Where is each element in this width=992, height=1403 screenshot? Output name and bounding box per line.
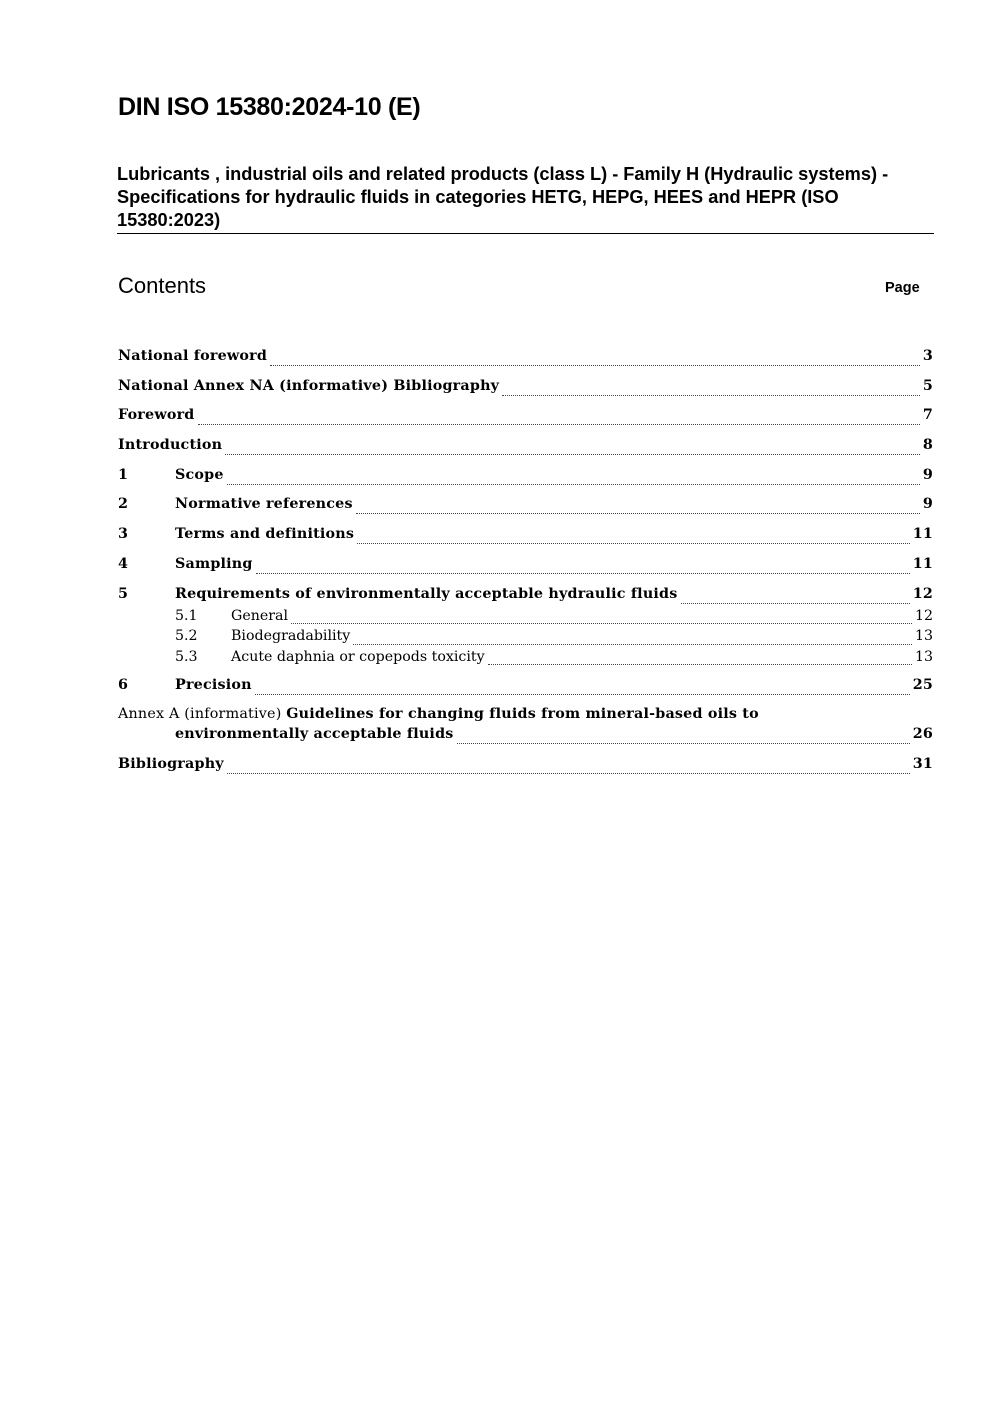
toc-entry-biodegradability[interactable] bbox=[118, 628, 933, 649]
toc-entry-number: 4 bbox=[118, 555, 129, 572]
leader-dots bbox=[227, 483, 920, 485]
leader-dots bbox=[256, 572, 910, 574]
title-rule bbox=[117, 233, 934, 234]
document-title: Lubricants , industrial oils and related products (class L) - Family H (Hydraulic systems) - Specifications for hydraulic fluids in categories HETG, HEPG, HEES and HEPR (ISO 15380:2023) bbox=[117, 164, 889, 230]
table-of-contents bbox=[118, 348, 933, 778]
toc-entry-page: 3 bbox=[922, 348, 933, 364]
toc-entry-page: 13 bbox=[914, 648, 933, 665]
toc-entry-label: Acute daphnia or copepods toxicity bbox=[231, 648, 485, 665]
leader-dots bbox=[681, 602, 910, 604]
toc-entry-number: 5.2 bbox=[175, 628, 198, 644]
toc-entry-number: 6 bbox=[118, 676, 129, 693]
toc-entry-precision[interactable] bbox=[118, 677, 933, 699]
toc-entry-page: 12 bbox=[914, 607, 933, 624]
toc-entry-page: 13 bbox=[914, 628, 933, 644]
leader-dots bbox=[502, 394, 920, 396]
leader-dots bbox=[255, 693, 910, 695]
toc-entry-general[interactable] bbox=[118, 608, 933, 629]
document-id: DIN ISO 15380:2024-10 (E) bbox=[118, 93, 421, 121]
toc-entry-bibliography[interactable] bbox=[118, 756, 933, 778]
toc-entry-label: Introduction bbox=[118, 437, 223, 454]
toc-entry-sampling[interactable] bbox=[118, 556, 933, 578]
toc-entry-page: 5 bbox=[922, 377, 933, 394]
toc-entry-label: Normative references bbox=[175, 496, 353, 513]
toc-entry-label: Sampling bbox=[175, 555, 253, 572]
leader-dots bbox=[353, 643, 912, 645]
page-column-heading: Page bbox=[885, 280, 920, 296]
toc-entry-label: General bbox=[231, 607, 289, 624]
toc-entry-acute-toxicity[interactable] bbox=[118, 649, 933, 670]
toc-entry-page: 25 bbox=[912, 676, 933, 693]
leader-dots bbox=[198, 423, 920, 425]
toc-entry-foreword[interactable] bbox=[118, 407, 933, 429]
toc-entry-annex-a[interactable] bbox=[118, 706, 933, 748]
leader-dots bbox=[270, 364, 920, 366]
toc-entry-page: 9 bbox=[922, 466, 933, 483]
toc-entry-page: 26 bbox=[912, 726, 933, 743]
toc-entry-number: 5 bbox=[118, 585, 129, 602]
toc-entry-normative-references[interactable] bbox=[118, 496, 933, 518]
toc-entry-national-foreword[interactable] bbox=[118, 348, 933, 370]
toc-entry-number: 5.3 bbox=[175, 648, 198, 665]
toc-entry-number: 3 bbox=[118, 526, 129, 543]
contents-heading: Contents bbox=[118, 273, 207, 298]
toc-entry-number: 5.1 bbox=[175, 607, 198, 624]
toc-entry-page: 12 bbox=[912, 585, 933, 602]
leader-dots bbox=[457, 742, 910, 744]
toc-entry-page: 31 bbox=[912, 756, 933, 773]
toc-entry-label: Scope bbox=[175, 466, 224, 483]
toc-entry-page: 11 bbox=[912, 526, 933, 543]
toc-entry-page: 8 bbox=[922, 437, 933, 454]
toc-entry-page: 9 bbox=[922, 496, 933, 513]
toc-entry-label: National Annex NA (informative) Bibliography bbox=[118, 377, 500, 394]
toc-entry-introduction[interactable] bbox=[118, 437, 933, 459]
toc-entry-page: 7 bbox=[922, 407, 933, 424]
toc-entry-label: Bibliography bbox=[118, 756, 224, 773]
toc-entry-label: Requirements of environmentally acceptable hydraulic fluids bbox=[175, 585, 678, 602]
leader-dots bbox=[356, 512, 920, 514]
toc-entry-label: National foreword bbox=[118, 348, 268, 364]
toc-entry-requirements[interactable] bbox=[118, 586, 933, 608]
annex-a-prefix: Annex A (informative) bbox=[118, 706, 282, 723]
annex-a-title-line1: Guidelines for changing fluids from mineral-based oils to bbox=[286, 706, 759, 723]
toc-entry-national-annex[interactable] bbox=[118, 378, 933, 400]
leader-dots bbox=[291, 622, 912, 624]
toc-entry-label: Terms and definitions bbox=[175, 526, 355, 543]
toc-entry-terms-and-definitions[interactable] bbox=[118, 526, 933, 548]
leader-dots bbox=[227, 772, 910, 774]
toc-entry-label: Biodegradability bbox=[231, 628, 351, 644]
toc-entry-number: 1 bbox=[118, 466, 129, 483]
toc-entry-number: 2 bbox=[118, 496, 129, 513]
leader-dots bbox=[357, 542, 910, 544]
toc-entry-scope[interactable] bbox=[118, 467, 933, 489]
toc-entry-label: Precision bbox=[175, 676, 252, 693]
annex-a-title-line2: environmentally acceptable fluids bbox=[175, 726, 454, 743]
toc-entry-label: Foreword bbox=[118, 407, 195, 424]
toc-entry-page: 11 bbox=[912, 555, 933, 572]
leader-dots bbox=[488, 663, 912, 665]
leader-dots bbox=[225, 453, 920, 455]
